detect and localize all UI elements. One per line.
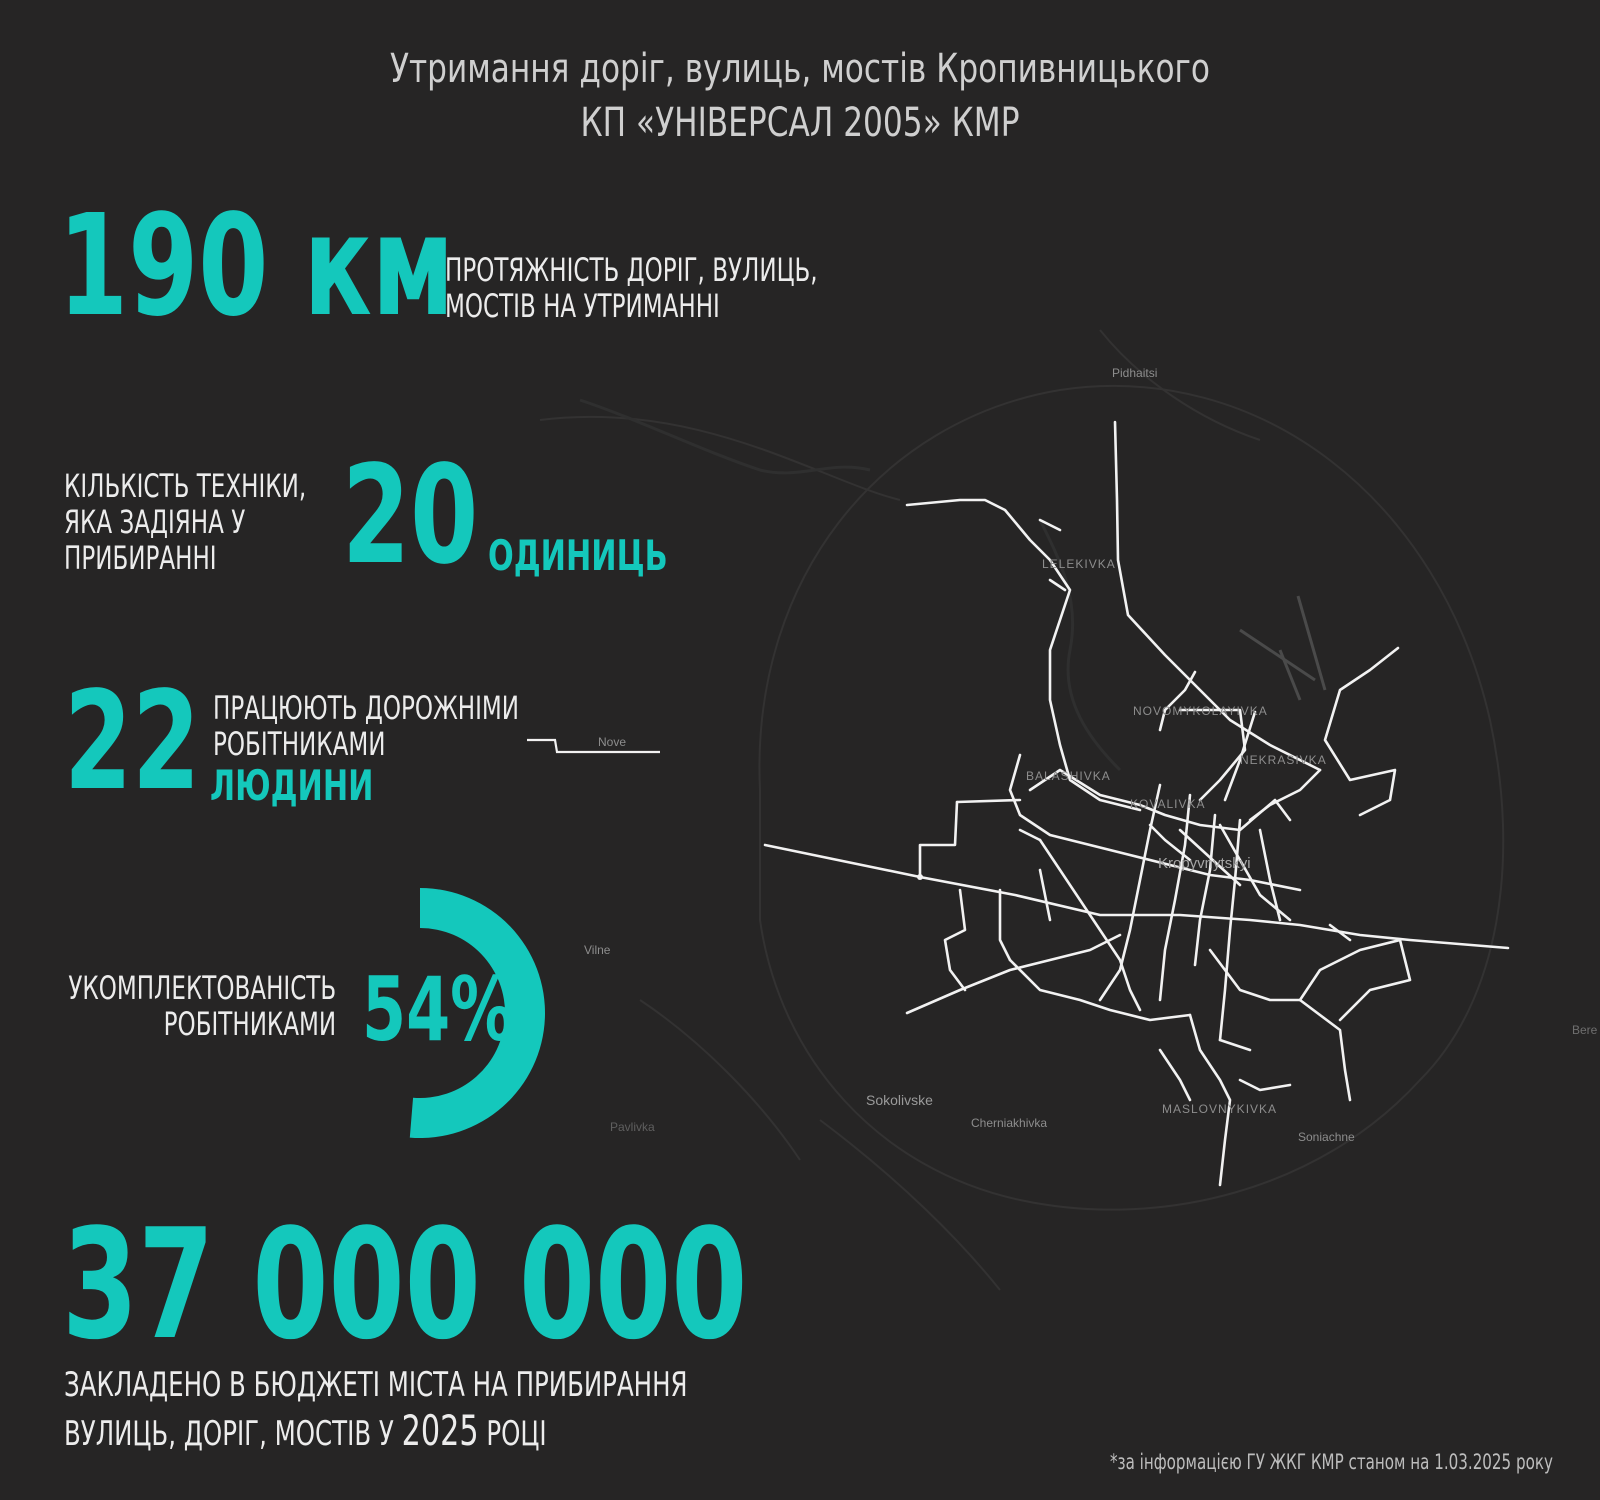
- staffing-label-line-2: РОБІТНИКАМИ: [163, 1005, 337, 1043]
- workers-value: 22: [64, 663, 201, 821]
- road: [1160, 795, 1190, 1000]
- equipment-unit: ОДИНИЦЬ: [488, 531, 668, 580]
- workers-label: [213, 690, 519, 762]
- title-line-1: Утримання доріг, вулиць, мостів Кропивницького: [389, 46, 1211, 92]
- workers-unit: ЛЮДИНИ: [210, 761, 374, 810]
- place-label-pidhaitsi: Pidhaitsi: [1112, 366, 1158, 380]
- road: [1040, 840, 1140, 1010]
- road: [1210, 950, 1350, 1100]
- road: [945, 890, 965, 990]
- road: [1100, 785, 1160, 1000]
- place-label-pavlivka: Pavlivka: [610, 1120, 655, 1134]
- workers-label-line-2: РОБІТНИКАМИ: [213, 725, 386, 763]
- map-water: [580, 400, 1120, 770]
- map-terrain: [540, 330, 1503, 1290]
- place-label-kropyvnytskyi: Kropyvnytskyi: [1158, 855, 1251, 872]
- workers-label-line-1: ПРАЦЮЮТЬ ДОРОЖНІМИ: [213, 689, 520, 727]
- road: [1300, 940, 1410, 1020]
- place-label-kovalivka: KOVALIVKA: [1130, 797, 1206, 811]
- road: [1195, 815, 1215, 965]
- page-subtitle: [176, 100, 1424, 146]
- equipment-label: [64, 468, 306, 576]
- road-nove: [527, 740, 660, 752]
- road: [907, 500, 1140, 810]
- road: [1160, 672, 1195, 730]
- place-label-soniachne: Soniachne: [1298, 1130, 1355, 1144]
- length-label: [445, 252, 818, 324]
- airfield: [1240, 596, 1325, 700]
- road: [1220, 825, 1290, 920]
- equipment-value: 20: [342, 437, 479, 595]
- budget-label-line-2: [64, 1408, 688, 1457]
- place-label-sokolivske: Sokolivske: [866, 1092, 933, 1108]
- place-label-nekrasivka: NEKRASIVKA: [1240, 753, 1327, 767]
- equipment-label-line-2: ЯКА ЗАДІЯНА У: [64, 503, 246, 541]
- budget-label-line-2-a: ВУЛИЦЬ, ДОРІГ, МОСТІВ У: [64, 1414, 402, 1454]
- source-footnote: *за інформацією ГУ ЖКГ КМР станом на 1.03.2025 року: [1110, 1450, 1553, 1474]
- road-junction-dot: [917, 874, 923, 880]
- budget-label-line-1: ЗАКЛАДЕНО В БЮДЖЕТІ МІСТА НА ПРИБИРАННЯ: [64, 1365, 688, 1405]
- budget-label: [64, 1362, 688, 1457]
- road: [1325, 648, 1398, 815]
- staffing-value: 54%: [362, 958, 514, 1061]
- place-label-cherniakhivka: Cherniakhivka: [971, 1116, 1048, 1130]
- road: [1160, 1050, 1190, 1100]
- place-label-balashivka: BALASHIVKA: [1026, 769, 1111, 783]
- place-label-lelekivka: LELEKIVKA: [1042, 557, 1116, 571]
- length-label-line-1: ПРОТЯЖНІСТЬ ДОРІГ, ВУЛИЦЬ,: [445, 251, 818, 289]
- staffing-label-line-1: УКОМПЛЕКТОВАНІСТЬ: [68, 969, 337, 1007]
- budget-value: 37 000 000: [62, 1196, 748, 1373]
- place-label-maslovnykivka: MASLOVNYKIVKA: [1162, 1102, 1278, 1116]
- budget-label-year: 2025: [401, 1406, 479, 1455]
- equipment-label-line-3: ПРИБИРАННІ: [64, 539, 217, 577]
- title-line-2: КП «УНІВЕРСАЛ 2005» КМР: [580, 100, 1020, 146]
- staffing-label: [64, 970, 336, 1042]
- equipment-label-line-1: КІЛЬКІСТЬ ТЕХНІКИ,: [64, 467, 307, 505]
- place-label-novomykolayivka: NOVOMYKOLAYIVKA: [1133, 704, 1268, 718]
- place-label-nove: Nove: [598, 735, 627, 749]
- road: [1020, 830, 1040, 840]
- road: [1040, 870, 1050, 920]
- road: [1260, 830, 1280, 920]
- place-label-bere: Bere: [1572, 1023, 1598, 1037]
- road: [1000, 890, 1010, 960]
- budget-label-line-2-b: РОЦІ: [478, 1414, 547, 1454]
- road: [1220, 1040, 1250, 1050]
- length-label-line-2: МОСТІВ НА УТРИМАННІ: [445, 287, 720, 325]
- place-label-vilne: Vilne: [584, 943, 611, 957]
- length-value: 190 км: [58, 185, 455, 348]
- road: [1050, 580, 1065, 590]
- page-title: [176, 46, 1424, 92]
- road: [920, 802, 957, 877]
- road: [1240, 1080, 1290, 1090]
- road: [907, 935, 1120, 1013]
- road: [957, 800, 1020, 802]
